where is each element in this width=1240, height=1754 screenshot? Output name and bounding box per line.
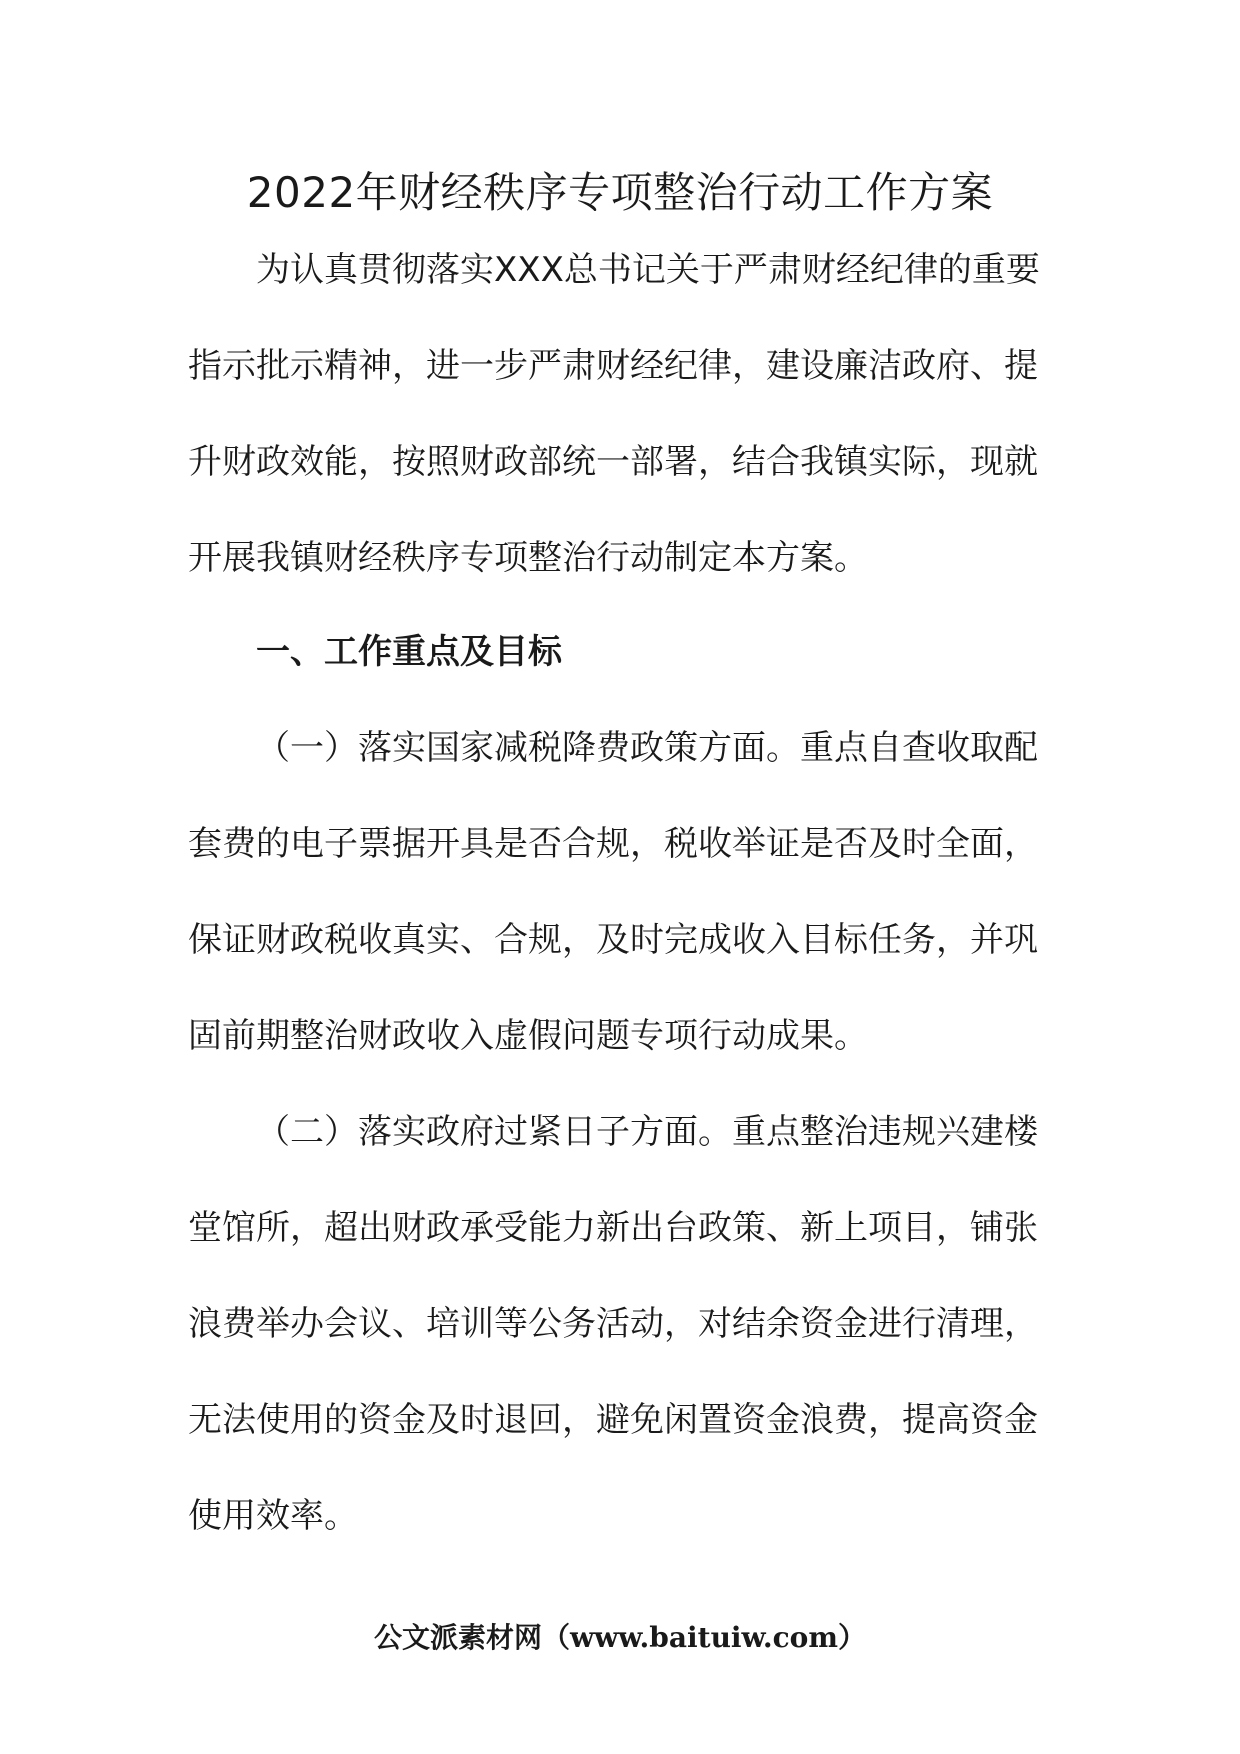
paragraph-1-line-3: 升财政效能，按照财政部统一部署，结合我镇实际，现就 xyxy=(188,442,1038,482)
paragraph-1-line-1: 为认真贯彻落实XXX总书记关于严肃财经纪律的重要 xyxy=(256,250,1040,290)
document-title: 2022年财经秩序专项整治行动工作方案 xyxy=(246,168,994,217)
paragraph-2-line-4: 固前期整治财政收入虚假问题专项行动成果。 xyxy=(188,1016,868,1056)
paragraph-3-line-4: 无法使用的资金及时退回，避免闲置资金浪费，提高资金 xyxy=(188,1400,1038,1440)
paragraph-3-line-1: （二）落实政府过紧日子方面。重点整治违规兴建楼 xyxy=(256,1112,1038,1152)
paragraph-3-line-5: 使用效率。 xyxy=(188,1496,358,1536)
paragraph-3-line-2: 堂馆所，超出财政承受能力新出台政策、新上项目，铺张 xyxy=(188,1208,1038,1248)
paragraph-3-line-3: 浪费举办会议、培训等公务活动，对结余资金进行清理， xyxy=(188,1304,1038,1344)
paragraph-2-line-2: 套费的电子票据开具是否合规，税收举证是否及时全面， xyxy=(188,824,1038,864)
paragraph-1-line-4: 开展我镇财经秩序专项整治行动制定本方案。 xyxy=(188,538,868,578)
paragraph-1-line-2: 指示批示精神，进一步严肃财经纪律，建设廉洁政府、提 xyxy=(188,346,1038,386)
source-footer: 公文派素材网（www.baituiw.com） xyxy=(374,1621,866,1654)
paragraph-2-line-3: 保证财政税收真实、合规，及时完成收入目标任务，并巩 xyxy=(188,920,1038,960)
section-heading: 一、工作重点及目标 xyxy=(256,632,562,672)
paragraph-2-line-1: （一）落实国家减税降费政策方面。重点自查收取配 xyxy=(256,728,1038,768)
